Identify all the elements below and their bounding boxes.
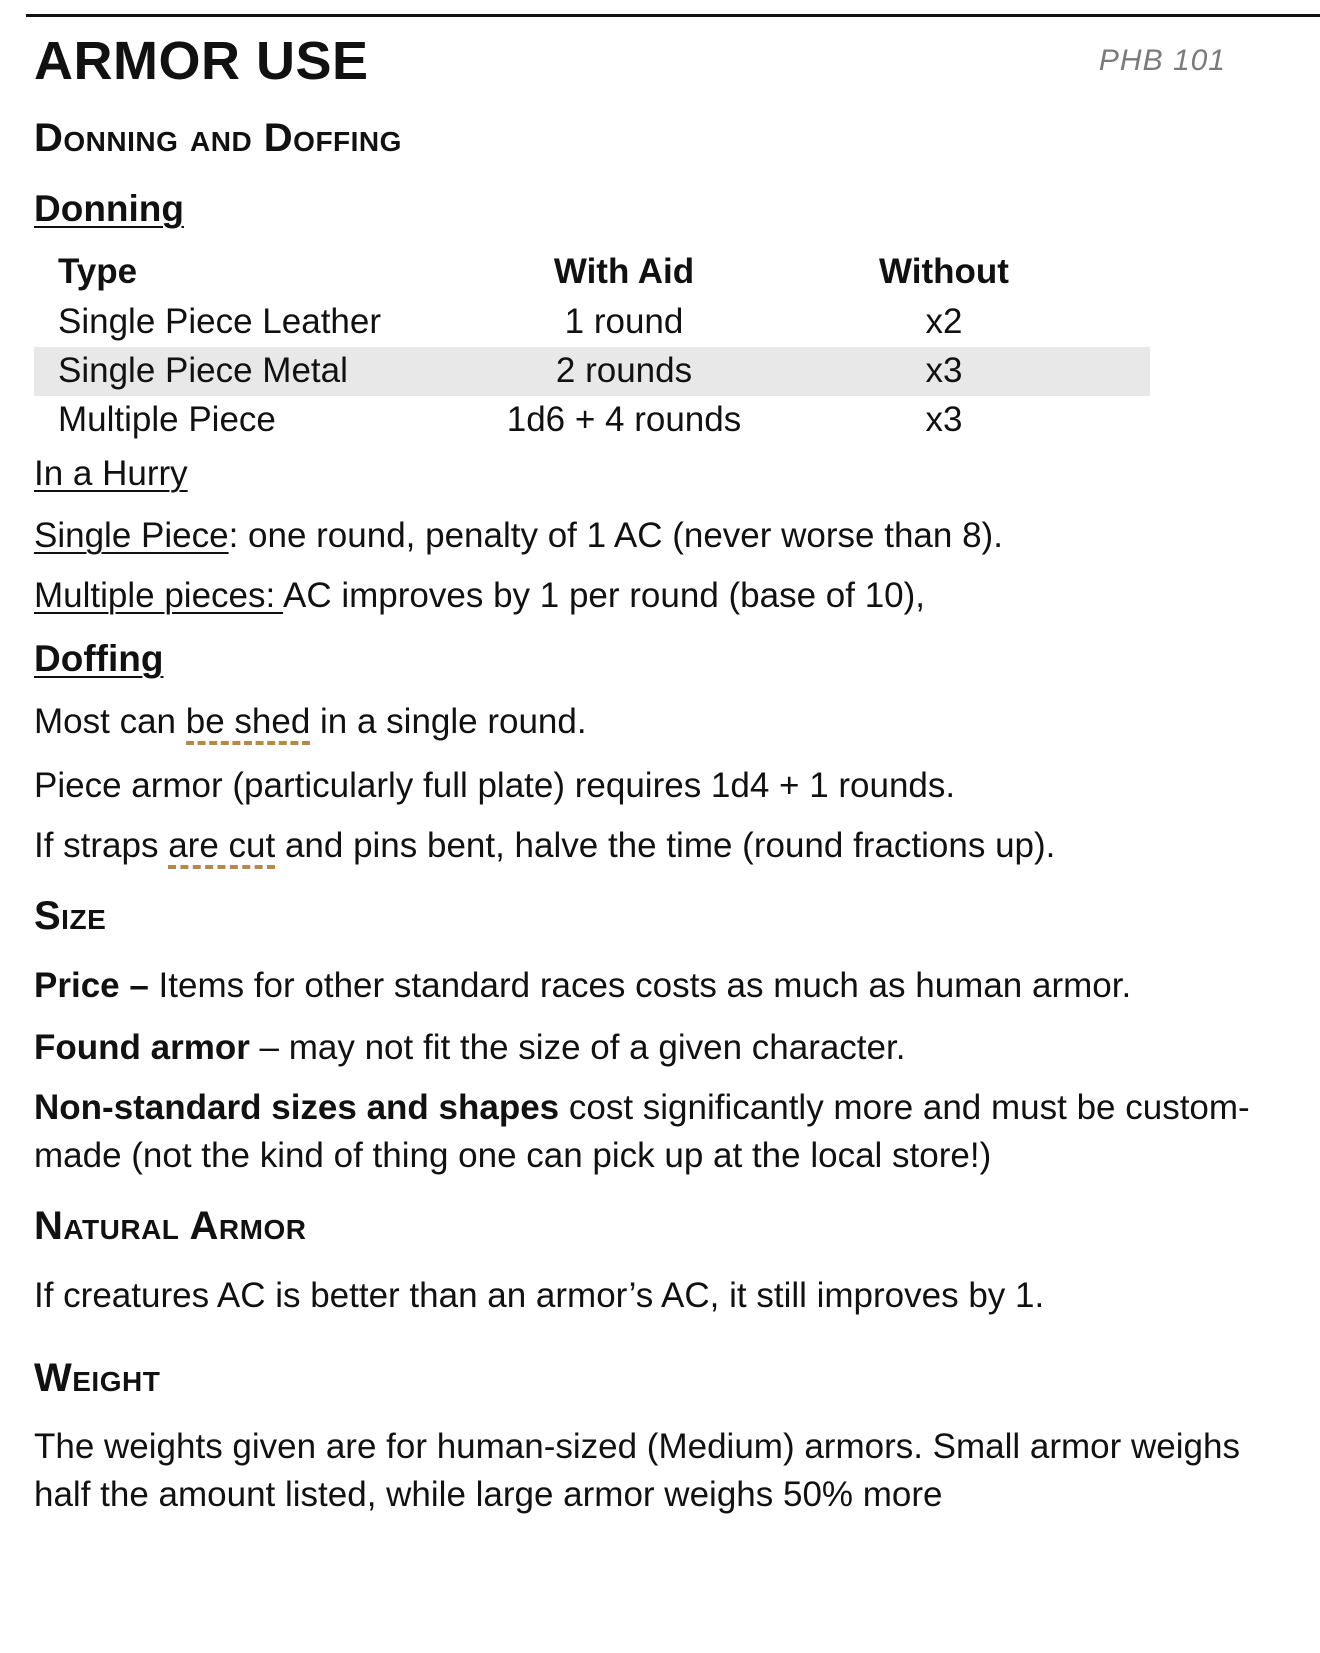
header-type: Type [58, 252, 138, 291]
header-with-aid: With Aid [553, 252, 695, 291]
multiple-pieces-text: AC improves by 1 per round (base of 10), [283, 576, 926, 615]
cell-with-aid: 2 rounds [555, 351, 693, 390]
price-text: Items for other standard races costs as much as human armor. [148, 966, 1132, 1005]
found-armor-text: – may not fit the size of a given character. [249, 1028, 906, 1067]
doffing-text: If straps [34, 826, 169, 865]
found-armor-label: Found armor [34, 1028, 250, 1067]
doffing-text: in a single round. [310, 702, 587, 741]
size-nonstandard-line-2: made (not the kind of thing one can pick up at the local store!) [34, 1136, 992, 1175]
doffing-text: and pins bent, halve the time (round fractions up). [275, 826, 1056, 865]
weight-line-1: The weights given are for human-sized (Medium) armors. Small armor weighs [34, 1427, 1240, 1466]
heading-donning: Donning [34, 188, 185, 229]
multiple-pieces-label: Multiple pieces: [34, 576, 284, 615]
cell-without: x3 [925, 351, 963, 390]
grammar-flag: are cut [168, 826, 275, 869]
top-rule [26, 14, 1320, 17]
size-nonstandard-line [34, 1088, 1250, 1128]
heading-size: Size [34, 894, 107, 938]
cell-without: x3 [925, 400, 963, 439]
table-header-row [34, 248, 1150, 298]
page-reference: PHB 101 [1098, 44, 1226, 77]
grammar-flag: be shed [186, 702, 311, 745]
heading-in-a-hurry: In a Hurry [34, 454, 188, 493]
heading-weight: Weight [34, 1356, 161, 1400]
cell-with-aid: 1 round [564, 302, 684, 341]
single-piece-label: Single Piece [34, 516, 229, 555]
table-row [34, 347, 1150, 396]
size-found-line [34, 1028, 905, 1068]
cell-with-aid: 1d6 + 4 rounds [506, 400, 742, 439]
cell-without: x2 [925, 302, 963, 341]
doffing-line-1 [34, 702, 587, 742]
doffing-line-3 [34, 826, 1055, 866]
doffing-text: Most can [34, 702, 186, 741]
donning-table [34, 248, 1150, 445]
table-row [34, 396, 1150, 445]
nonstandard-text: cost significantly more and must be custom- [559, 1088, 1250, 1127]
natural-armor-text: If creatures AC is better than an armor’s AC, it still improves by 1. [34, 1276, 1045, 1315]
multiple-pieces-line [34, 576, 925, 616]
price-label: Price – [34, 966, 149, 1005]
heading-doffing: Doffing [34, 638, 164, 679]
table-row [34, 298, 1150, 347]
heading-donning-doffing: Donning and Doffing [34, 116, 402, 160]
nonstandard-label: Non-standard sizes and shapes [34, 1088, 560, 1127]
size-price-line [34, 966, 1131, 1006]
weight-line-2: half the amount listed, while large armor weighs 50% more [34, 1475, 943, 1514]
single-piece-line [34, 516, 1003, 556]
heading-natural-armor: Natural Armor [34, 1204, 307, 1248]
cell-type: Single Piece Leather [58, 302, 381, 341]
header-without: Without [879, 252, 1009, 291]
page-title: ARMOR USE [34, 31, 369, 91]
doffing-line-2: Piece armor (particularly full plate) requires 1d4 + 1 rounds. [34, 766, 956, 805]
cell-type: Multiple Piece [58, 400, 276, 439]
cell-type: Single Piece Metal [58, 351, 348, 390]
single-piece-text: : one round, penalty of 1 AC (never worse than 8). [228, 516, 1003, 555]
